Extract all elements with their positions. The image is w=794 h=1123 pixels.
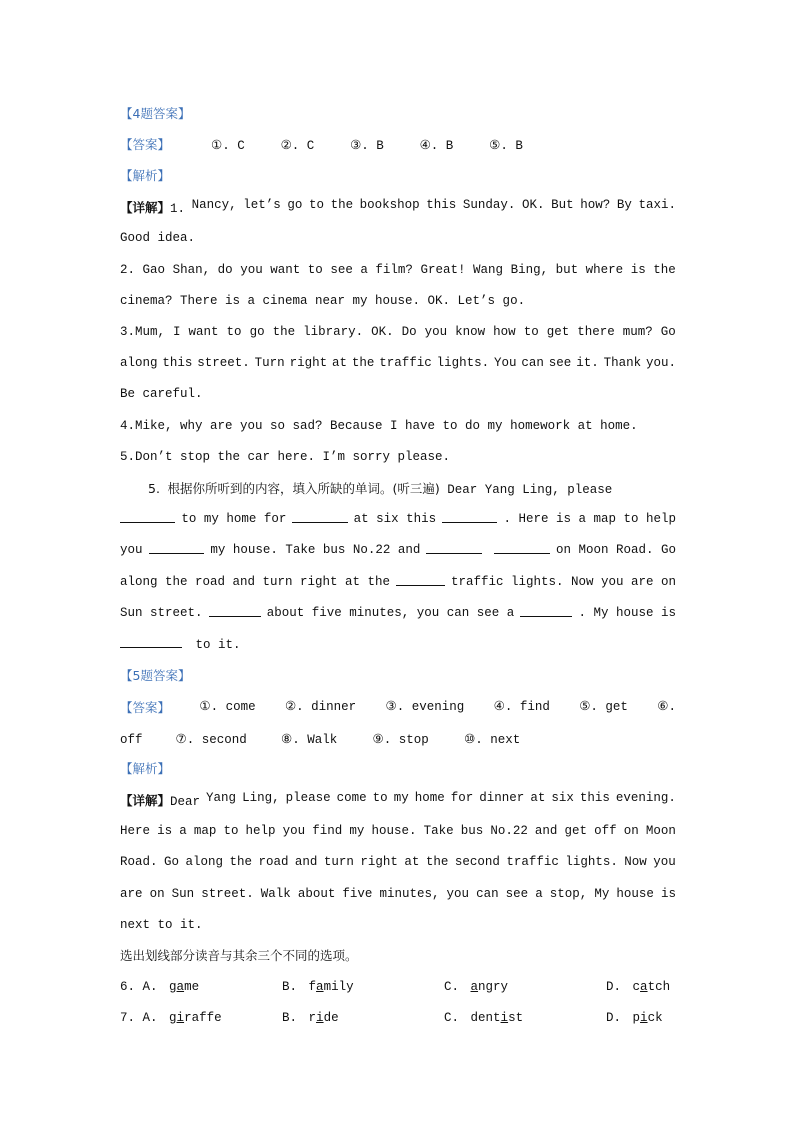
q5-prompt-line-1 [120,512,676,526]
word: Bing, [510,263,549,277]
word: road [258,855,289,869]
q5-analysis-label: 【解析】 [120,761,171,776]
word: Do [401,325,417,339]
q5-detail-line-1 [120,791,676,809]
q5-answer: ②. dinner [284,700,357,714]
word-part: de [323,1011,339,1025]
underlined-part: i [640,1011,648,1025]
q5-detail-line-5: next to it. [120,918,203,932]
word: along [120,356,158,370]
word: street. [197,356,250,370]
underlined-part: a [316,980,324,994]
prompt-text: to it. [195,638,241,652]
q4-answer-1: ①. C [211,139,245,153]
word: Great! [420,263,466,277]
word: Walk [260,887,291,901]
word-part: tch [647,980,671,994]
word: get [564,824,588,838]
word: to [307,263,323,277]
q5-answer: ⑨. stop [372,733,429,747]
word: for [450,791,474,805]
word: you [424,325,448,339]
word-part: mily [323,980,354,994]
word: you [446,887,470,901]
word: but [555,263,579,277]
word: By [616,198,632,212]
word-part: r [308,1011,317,1025]
word: can [476,887,499,901]
word: know [455,325,486,339]
word: a [535,887,543,901]
q4-detail-line-7: Be careful. [120,387,203,401]
word: you [282,824,306,838]
word: the [272,325,296,339]
word: minutes, [379,887,440,901]
word: help [245,824,276,838]
word: find [312,824,343,838]
underlined-part: i [176,1011,185,1025]
word: Dear [170,795,201,809]
word: OK. [522,198,545,212]
q5-detail-label: 【详解】 [120,793,171,808]
q7-option-b[interactable] [282,1011,339,1025]
phonics-instruction: 选出划线部分读音与其余三个不同的选项。 [120,948,358,963]
word: my [393,791,409,805]
word: Sunday. [462,198,516,212]
word: do [217,263,233,277]
word: Turn [254,356,285,370]
word-part: me [184,980,200,994]
option-label: C. [444,980,460,994]
q5-answer: ④. find [493,700,550,714]
q5-answer: off [120,733,143,747]
word: right [289,356,328,370]
word: want [188,325,219,339]
word: evening. [615,791,676,805]
word: see [330,263,353,277]
word: my [349,824,365,838]
word: 3.Mum, [120,325,166,339]
q5-answer: ⑦. second [175,733,247,747]
word-part: st [508,1011,524,1025]
answer-blank[interactable] [149,543,205,554]
word-part: g [169,980,177,994]
q5-detail-line-4 [120,887,676,901]
q6-option-c[interactable] [444,980,508,994]
word: is [630,263,646,277]
prompt-text: you [120,543,143,557]
q5-section-label: 【5题答案】 [120,668,191,683]
word: to [372,791,388,805]
underlined-part: a [470,980,479,994]
word: the [229,855,252,869]
word: to [308,198,324,212]
word: it. [576,356,599,370]
word: is [660,887,676,901]
word: Wang [473,263,504,277]
q4-detail-line-6 [120,356,676,370]
word: at [331,356,347,370]
word: lights. [565,855,618,869]
q5-prompt-line-5 [120,637,676,652]
word: Thank [603,356,642,370]
word: Moon [645,824,676,838]
word-part: dent [470,1011,501,1025]
word: My [594,887,610,901]
option-label: B. [282,1011,298,1025]
word: No.22 [490,824,528,838]
word: at [530,791,546,805]
prompt-text: Sun street. [120,606,203,620]
word: on [623,824,639,838]
q4-analysis-label: 【解析】 [120,168,171,183]
word: and [534,824,558,838]
word: traffic [379,356,432,370]
q4-detail-line-5 [120,325,676,339]
prompt-text: my house. Take bus No.22 and [210,543,421,557]
word: Ling, [242,791,280,805]
q4-detail-line-4: cinema? There is a cinema near my house. OK. Let’s go. [120,294,526,308]
q5-intro-en: Dear Yang Ling, please [447,483,613,497]
word: is [157,824,173,838]
word: about [297,887,336,901]
word: how [493,325,516,339]
word: six [551,791,574,805]
word-part: f [308,980,317,994]
option-label: C. [444,1011,460,1025]
word: stop, [549,887,588,901]
q7-number: 7. A. [120,1011,158,1025]
q4-detail-line-9: 5.Don’t stop the car here. I’m sorry please. [120,450,451,464]
word: come [336,791,367,805]
q5-answer: ⑧. Walk [281,733,338,747]
q4-answer-5: ⑤. B [489,139,523,153]
underlined-part: i [316,1011,324,1025]
q5-prompt-line-2 [120,543,676,557]
word: and [294,855,318,869]
answer-blank[interactable] [494,543,550,554]
option-label: D. [606,1011,622,1025]
word: Shan, [172,263,211,277]
word: the [330,198,354,212]
q5-answer: ⑥. [657,700,676,714]
word: turn [323,855,354,869]
q5-intro-cn: 根据你所听到的内容，填入所缺的单词。(听三遍) [167,481,440,496]
q4-answer-2: ②. C [280,139,315,153]
word: bus [460,824,484,838]
q6-option-d[interactable] [606,980,670,994]
word: street. [201,887,254,901]
q7-option-c[interactable] [444,1011,523,1025]
underlined-part: a [176,980,185,994]
word: go [249,325,265,339]
word: you [653,855,676,869]
q4-answer-3: ③. B [350,139,384,153]
q4-answer-4: ④. B [419,139,454,153]
option-label: B. [282,980,298,994]
q4-answer-row [120,135,676,153]
q6-option-b[interactable] [282,980,354,994]
underlined-part: i [500,1011,509,1025]
word: on [149,887,165,901]
word: right [360,855,398,869]
word: house [616,887,654,901]
word: see [548,356,572,370]
word: this [579,791,610,805]
word: want [270,263,301,277]
word: to [223,824,239,838]
word-part: g [169,1011,177,1025]
word: how? [580,198,611,212]
word: Take [423,824,454,838]
word: bookshop [359,198,420,212]
word: film? [375,263,413,277]
prompt-text: to my home for [181,512,287,526]
word: home [414,791,445,805]
word: the [351,356,375,370]
q4-detail-line-8: 4.Mike, why are you so sad? Because I have to do my homework at home. [120,419,638,433]
q4-detail-label: 【详解】 [120,200,171,215]
word: get [546,325,570,339]
word: please [285,791,331,805]
word: taxi. [638,198,676,212]
q5-answer: ⑩. next [464,733,521,747]
prompt-text: along the road and turn right at the [120,575,391,589]
answer-blank[interactable] [120,512,175,523]
word: dinner [479,791,525,805]
word: can [521,356,544,370]
prompt-text: on Moon Road. Go [555,543,676,557]
word-part: c [632,980,641,994]
word: are [120,887,143,901]
q7-option-d[interactable] [606,1011,663,1025]
prompt-text: about five minutes, you can see a [266,606,515,620]
word: Road. [120,855,158,869]
word: Go [660,325,676,339]
word: you [240,263,263,277]
word: a [360,263,368,277]
word: see [505,887,529,901]
word: But [551,198,574,212]
answer-blank[interactable] [396,575,445,586]
answer-blank[interactable] [426,543,482,554]
word: to [523,325,539,339]
word-part: ck [647,1011,663,1025]
word: go [287,198,303,212]
q7-option-a[interactable] [120,1011,222,1025]
q4-detail-line-1 [120,198,676,216]
word: house. [371,824,417,838]
prompt-text: at six this [353,512,437,526]
word: to [226,325,242,339]
prompt-text: traffic lights. Now you are on [450,575,676,589]
word: library. [303,325,364,339]
word-part: p [632,1011,641,1025]
word: at [404,855,420,869]
word: lights. [436,356,490,370]
q5-answer: ⑤. get [579,700,628,714]
word: You [494,356,517,370]
word: Go [163,855,179,869]
word: mum? [622,325,653,339]
q5-answer-row-1 [120,698,676,716]
prompt-text: . Here is a map to help [503,512,677,526]
word: I [173,325,181,339]
word: 2. [120,263,136,277]
answer-blank[interactable] [520,606,572,617]
word: off [594,824,617,838]
q5-answer-label: 【答案】 [120,700,171,715]
word: Nancy, [191,198,237,212]
q4-detail-line-3 [120,263,676,277]
q5-prompt-line-4 [120,606,676,620]
word: second [454,855,500,869]
word: OK. [371,325,394,339]
word: the [425,855,449,869]
q5-intro-number: 5. [148,481,160,496]
word: traffic [506,855,559,869]
word: Sun [171,887,195,901]
answer-blank[interactable] [292,512,347,523]
word: the [653,263,676,277]
word: map [193,824,217,838]
word: this [162,356,193,370]
q5-detail-line-3 [120,855,676,869]
word: Yang [206,791,237,805]
word: Here [120,824,151,838]
answer-blank[interactable] [120,637,182,648]
answer-blank[interactable] [442,512,497,523]
option-label: D. [606,980,622,994]
q5-answer-row-2 [120,731,676,747]
word: where [585,263,624,277]
q5-answer: ①. come [199,700,256,714]
word: Gao [142,263,166,277]
q5-prompt-line-3 [120,575,676,589]
q4-section-label: 【4题答案】 [120,106,191,121]
word: 1. [170,202,186,216]
q5-intro [148,479,676,497]
word: along [185,855,223,869]
word: five [342,887,373,901]
word: a [179,824,187,838]
word: let’s [243,198,281,212]
prompt-text: . My house is [578,606,676,620]
underlined-part: a [640,980,648,994]
q6-number: 6. A. [120,980,158,994]
word-part: ngry [478,980,509,994]
q6-option-a[interactable] [120,980,199,994]
word: Now [624,855,647,869]
word: this [426,198,457,212]
q4-answer-label: 【答案】 [120,137,171,152]
word-part: raffe [184,1011,222,1025]
answer-blank[interactable] [209,606,261,617]
q4-detail-line-2: Good idea. [120,231,196,245]
word: you. [645,356,676,370]
q5-answer: ③. evening [385,700,465,714]
q5-detail-line-2 [120,824,676,838]
word: there [577,325,615,339]
